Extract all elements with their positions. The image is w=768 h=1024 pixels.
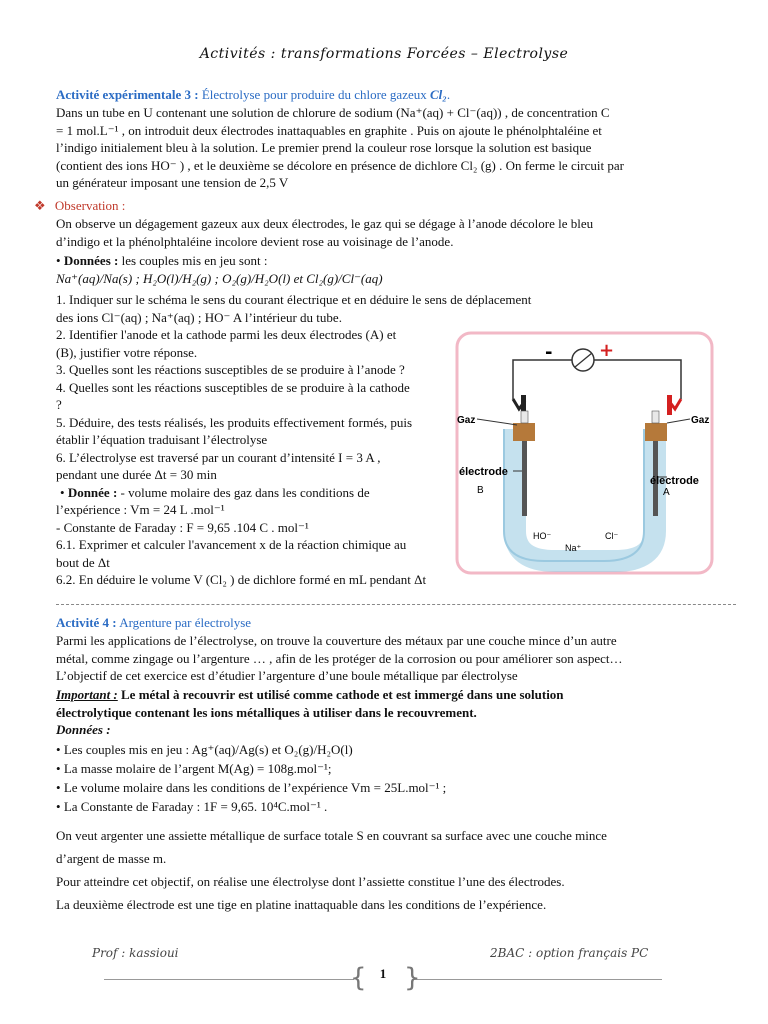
intro-line: Dans un tube en U contenant une solution de chlorure de sodium (Na⁺(aq) + Cl⁻(aq)) , de concentration C — [56, 105, 610, 120]
donnee2-label: Donnée : — [67, 484, 118, 500]
couples-line: Na⁺(aq)/Na(s) ; H₂O(l)/H₂(g) ; O₂(g)/H₂O(l) et Cl₂(g)/Cl⁻(aq) — [56, 270, 383, 286]
bullet-icon: • — [56, 742, 61, 757]
question-line: établir l’équation traduisant l’électrolyse — [56, 432, 268, 447]
right-brace-icon: } — [404, 963, 421, 993]
important-label: Important : — [56, 687, 118, 702]
act4-paragraph: La deuxième électrode est une tige en platine inattaquable dans les conditions de l’expérience. — [56, 897, 547, 912]
act4-item: Le volume molaire dans les conditions de l’expérience Vm = 25L.mol⁻¹ ; — [63, 780, 447, 795]
ion-na: Na⁺ — [565, 543, 582, 553]
question-line: 1. Indiquer sur le schéma le sens du courant électrique et en déduire le sens de déplacement — [56, 292, 532, 307]
act3-heading-line: Activité expérimentale 3 : Électrolyse pour produire du chlore gazeux Cl₂. — [56, 87, 451, 102]
footer-rule-left — [104, 979, 354, 980]
footer-rule-right — [412, 979, 662, 980]
gaz-right-label: Gaz — [691, 415, 710, 426]
act4-item: La masse molaire de l’argent M(Ag) = 108g.mol⁻¹; — [63, 761, 332, 776]
act3-intro — [56, 104, 716, 192]
electrode-right-label: électrode — [650, 475, 699, 487]
act4-heading-line — [56, 614, 716, 632]
bullet-icon: • — [56, 780, 61, 795]
act4-paragraph: Pour atteindre cet objectif, on réalise une électrolyse dont l’assiette constitue l’une des électrodes. — [56, 874, 565, 889]
label-a: A — [663, 487, 670, 498]
observation-line: d’indigo et la phénolphtaléine incolore devient rose au voisinage de l’anode. — [56, 233, 454, 249]
act4-paragraph: On veut argenter une assiette métallique de surface totale S en couvrant sa surface avec une couche mince — [56, 828, 607, 843]
donnee2-line: - Constante de Faraday : F = 9,65 .104 C . mol⁻¹ — [56, 519, 309, 535]
ion-cl: Cl⁻ — [605, 531, 619, 541]
act4-important — [56, 686, 716, 739]
footer-author: Prof : kassioui — [92, 946, 179, 960]
act4-item: La Constante de Faraday : 1F = 9,65. 10⁴C.mol⁻¹ . — [63, 799, 328, 814]
observation-text — [56, 215, 716, 250]
intro-line: = 1 mol.L⁻¹ , on introduit deux électrodes inattaquables en graphite . Puis on ajoute le phénolphtaléine et — [56, 122, 602, 138]
left-electrode-cap — [513, 423, 535, 441]
act4-intro — [56, 632, 716, 685]
bullet-icon: • — [56, 799, 61, 814]
right-electrode-cap — [645, 423, 667, 441]
act3-questions — [56, 291, 532, 589]
question-line: des ions Cl⁻(aq) ; Na⁺(aq) ; HO⁻ A l’intérieur du tube. — [56, 309, 342, 325]
ion-ho: HO⁻ — [533, 531, 552, 541]
left-brace-icon: { — [350, 963, 367, 993]
electrolysis-figure — [455, 331, 714, 575]
donnees-label: Données : — [63, 253, 119, 268]
question-line: (B), justifier votre réponse. — [56, 344, 198, 360]
bullet-icon: • — [56, 761, 61, 776]
donnee2-line: l’expérience : Vm = 24 L .mol⁻¹ — [56, 502, 225, 517]
intro-line: l’indigo initialement bleu à la solution. Le premier prend la couleur rose lorsque la solution est basique — [56, 140, 592, 155]
question-line: ? — [56, 397, 62, 412]
bullet-icon: • — [56, 253, 61, 268]
important-text2: électrolytique contenant les ions métalliques à utiliser dans le recouvrement. — [56, 704, 477, 720]
act4-heading: Activité 4 : — [56, 615, 117, 630]
question-line: 2. Identifier l'anode et la cathode parmi les deux électrodes (A) et — [56, 327, 397, 342]
act4-intro-line: L’objectif de cet exercice est d’étudier l’argenture d’une boule métallique par électrolyse — [56, 668, 518, 683]
act4-intro-line: métal, comme zingage ou l’argenture … , afin de les protéger de la corrosion ou pour améliorer son aspect… — [56, 650, 623, 666]
act4-donnees-label: Données : — [56, 722, 111, 737]
bullet-icon: • — [60, 484, 65, 500]
question-line: 5. Déduire, des tests réalisés, les produits effectivement formés, puis — [56, 414, 413, 430]
gaz-left-label: Gaz — [457, 415, 476, 426]
intro-line: (contient des ions HO⁻ ) , et le deuxième se décolore en présence de dichlore Cl₂ (g) . On ferme le circuit par — [56, 157, 625, 173]
footer-class: 2BAC : option français PC — [490, 946, 649, 960]
diamond-bullet-icon: ❖ — [34, 198, 46, 213]
question2-line: 6.2. En déduire le volume V (Cl₂ ) de dichlore formé en mL pendant Δt — [56, 572, 427, 587]
act4-paragraph: d’argent de masse m. — [56, 851, 167, 866]
act4-paragraphs — [56, 824, 716, 916]
question2-line: bout de Δt — [56, 554, 110, 570]
question-line: 6. L’électrolyse est traversé par un courant d’intensité I = 3 A , — [56, 449, 381, 465]
question-line: 4. Quelles sont les réactions susceptibles de se produire à la cathode — [56, 379, 410, 395]
act4-items — [56, 740, 716, 816]
observation-heading — [34, 197, 694, 215]
donnee2-line: - volume molaire des gaz dans les conditions de — [120, 484, 370, 500]
act4-subject: Argenture par électrolyse — [119, 615, 252, 630]
act3-donnees — [56, 252, 716, 287]
act3-heading: Activité expérimentale 3 : — [56, 87, 199, 102]
act3-subject-formula: Cl₂ — [429, 87, 447, 102]
act4-item: Les couples mis en jeu : Ag⁺(aq)/Ag(s) et O₂(g)/H₂O(l) — [63, 742, 353, 757]
intro-line: un générateur imposant une tension de 2,5 V — [56, 175, 289, 190]
question-line: pendant une durée Δt = 30 min — [56, 467, 217, 482]
observation-label: Observation : — [54, 198, 126, 213]
electrode-left-label: électrode — [459, 466, 508, 478]
question-line: 3. Quelles sont les réactions susceptibles de se produire à l’anode ? — [56, 362, 405, 377]
act4-intro-line: Parmi les applications de l’électrolyse, on trouve la couverture des métaux par une couche mince d’un autre — [56, 633, 617, 648]
page-title: Activités : transformations Forcées – Electrolyse — [199, 46, 569, 62]
act3-subject: Électrolyse pour produire du chlore gazeux — [201, 87, 427, 102]
electrode-rod-b — [522, 441, 527, 516]
section-divider — [56, 604, 736, 605]
minus-sign: - — [545, 342, 553, 363]
question2-line: 6.1. Exprimer et calculer l'avancement x de la réaction chimique au — [56, 537, 407, 552]
page-number: 1 — [379, 966, 387, 981]
plus-sign: + — [599, 340, 615, 361]
label-b: B — [477, 485, 484, 496]
important-text: Le métal à recouvrir est utilisé comme cathode et est immergé dans une solution — [121, 687, 564, 702]
donnees-text: les couples mis en jeu sont : — [121, 253, 268, 268]
observation-line: On observe un dégagement gazeux aux deux électrodes, le gaz qui se dégage à l’anode décolore le bleu — [56, 216, 594, 231]
